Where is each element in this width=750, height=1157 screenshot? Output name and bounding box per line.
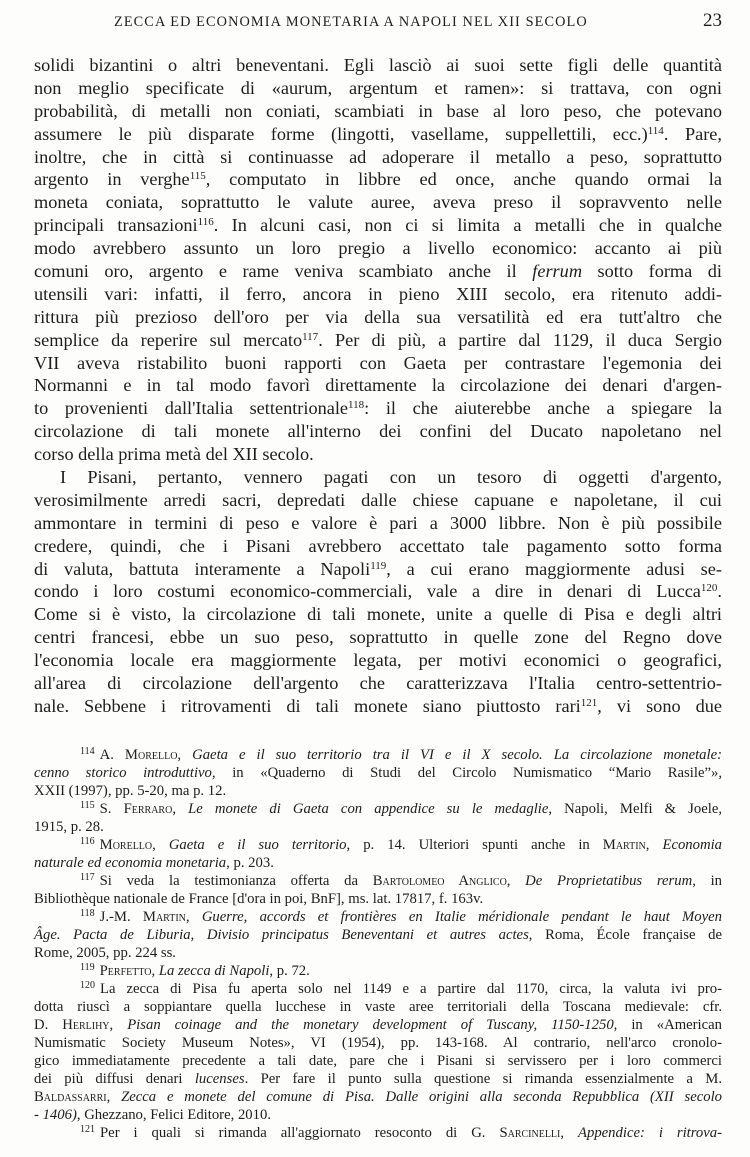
text-line: utensili vari: infatti, il ferro, ancora in pieno XIII secolo, era ritenuto addi-: [34, 283, 722, 304]
text-line: l'economia locale era maggiormente legata, per motivi economici o geografici,: [34, 650, 722, 671]
text-line: comuni oro, argento e rame veniva scambiato anche il ferrum sotto forma di: [34, 261, 723, 282]
text-line: semplice da reperire sul mercato$^{117}$. Per di più, a partire dal 1129, il duca Sergio: [34, 329, 723, 350]
text-line: nale. Sebbene i ritrovamenti di tali monete siano piuttosto rari$^{121}$, vi sono due: [34, 695, 722, 716]
footnote-114: $^{114}$ A. Morello, Gaeta e il suo territorio tra il VI e il X secolo. La circolazione monetale:: [80, 746, 723, 763]
text-line: principali transazioni$^{116}$. In alcuni casi, non ci si limita a metalli che in qualche: [34, 215, 722, 236]
footnote-ref[interactable]: 121: [580, 696, 598, 709]
footnote-line: Bibliothèque nationale de France [d'ora in poi, BnF], ms. lat. 17817, f. 163v.: [34, 891, 484, 907]
text-line: credere, quindi, che i Pisani avrebbero accettato tale pagamento sotto forma: [34, 535, 722, 556]
footnote-118: $^{118}$ J.-M. Martin, Guerre, accords et frontières en Italie méridionale pendant le haut Moyen: [80, 908, 723, 925]
text-line: Come si è visto, la circolazione di tali monete, unite a quelle di Pisa e degli altri: [34, 604, 722, 625]
page-number: 23: [703, 10, 722, 31]
text-line: rittura più prezioso dell'oro per via della sua versatilità ed era tutt'altro che: [34, 306, 722, 327]
footnote-115: $^{115}$ S. Ferraro, Le monete di Gaeta con appendice su le medaglie, Napoli, Melfi & Joele,: [80, 800, 723, 817]
text-line: modo avrebbero assunto un loro pregio a livello economico: accanto ai più: [34, 238, 722, 259]
footnote-line: XXII (1997), pp. 5-20, ma p. 12.: [34, 783, 227, 799]
text-line: argento in verghe$^{115}$, computato in libbre ed once, anche quando ormai la: [34, 169, 723, 190]
text-line: corso della prima metà del XII secolo.: [34, 444, 314, 465]
text-line: to provenienti dall'Italia settentrionale$^{118}$: il che aiuterebbe anche a spiegare la: [34, 398, 722, 419]
text-line: condo i loro costumi economico-commerciali, vale a dire in denari di Lucca$^{120}$.: [34, 581, 722, 602]
footnote-line: gico immediatamente precedente a tali date, pare che i Pisani si servissero per i loro commerci: [34, 1053, 722, 1069]
footnote-line: D. Herlihy, Pisan coinage and the monetary development of Tuscany, 1150-1250, in «American: [34, 1017, 722, 1033]
footnote-ref[interactable]: 115: [189, 170, 206, 183]
text-line: ammontare in termini di peso e valore è pari a 3000 libbre. Non è più possibile: [34, 512, 722, 533]
text-line: centri francesi, ebbe un suo peso, soprattutto in quelle zone del Regno dove: [34, 627, 722, 648]
footnote-ref[interactable]: 114: [647, 124, 664, 137]
footnote-119: $^{119}$ Perfetto, La zecca di Napoli, p. 72.: [80, 962, 310, 979]
footnote-116: $^{116}$ Morello, Gaeta e il suo territorio, p. 14. Ulteriori spunti anche in Martin, Economia: [80, 836, 723, 853]
text-line: non meglio specificate di «aurum, argentum et ramen»: si trattava, con ogni: [34, 77, 722, 98]
footnote-line: Rome, 2005, pp. 224 ss.: [34, 945, 176, 961]
text-line: circolazione di tali monete all'interno dei confini del Ducato napoletano nel: [34, 421, 722, 442]
text-line: I Pisani, pertanto, vennero pagati con un tesoro di oggetti d'argento,: [60, 467, 722, 488]
footnote-line: naturale ed economia monetaria, p. 203.: [34, 855, 274, 871]
text-line: solidi bizantini o altri beneventani. Egli lasciò ai suoi sette figli delle quantità: [34, 55, 722, 75]
text-line: VII aveva ristabilito buoni rapporti con Gaeta per contrastare l'egemonia dei: [34, 352, 722, 373]
running-header: [34, 10, 722, 38]
text-line: di valuta, battuta interamente a Napoli$^{119}$, a cui erano maggiormente adusi se-: [34, 558, 722, 579]
footnote-line: cenno storico introduttivo, in «Quaderno di Studi del Circolo Numismatico “Mario Rasile”»,: [34, 765, 722, 781]
text-line: moneta coniata, soprattutto le valute auree, aveva preso il sopravvento nelle: [34, 192, 722, 213]
footnote-line: Numismatic Society Museum Notes», VI (1954), pp. 143-168. Al contrario, nell'arco cronolo-: [34, 1035, 722, 1051]
text-line: probabilità, di metalli non coniati, scambiati in base al loro peso, che potevano: [34, 100, 722, 121]
footnotes: [34, 746, 722, 1142]
text-line: inoltre, che in città si continuasse ad adoperare il metallo a peso, soprattutto: [34, 146, 722, 167]
main-text: [34, 54, 722, 718]
text-line: assumere le più disparate forme (lingotti, vasellame, suppellettili, ecc.)$^{114}$. Pare,: [34, 123, 722, 144]
footnote-line: 1915, p. 28.: [34, 819, 104, 835]
footnote-121: $^{121}$ Per i quali si rimanda all'aggiornato resoconto di G. Sarcinelli, Appendice: i ritrova-: [80, 1124, 722, 1141]
running-title: ZECCA ED ECONOMIA MONETARIA A NAPOLI NEL XII SECOLO: [114, 14, 588, 30]
text-line: Normanni e in tal modo favorì direttamente la circolazione dei denari d'argen-: [34, 375, 722, 396]
footnote-ref[interactable]: 118: [348, 399, 365, 412]
footnote-line: Baldassarri, Zecca e monete del comune di Pisa. Dalle origini alla seconda Repubblica (XII secolo: [34, 1089, 723, 1105]
footnote-line: dotta riuscì a soppiantare quella lucchese in vaste aree territoriali della Toscana medievale: cfr.: [34, 999, 722, 1015]
text-line: all'area di circolazione dell'argento che caratterizzava l'Italia centro-settentrio-: [34, 673, 722, 694]
footnote-line: - 1406), Ghezzano, Felici Editore, 2010.: [34, 1107, 271, 1123]
footnote-line: Âge. Pacta de Liburia, Divisio principatus Beneventani et autres actes, Roma, École française de: [34, 927, 722, 943]
footnote-ref[interactable]: 120: [700, 582, 718, 595]
footnote-ref[interactable]: 119: [370, 559, 387, 572]
footnote-ref[interactable]: 116: [197, 216, 214, 229]
footnote-line: dei più diffusi denari lucenses. Per fare il punto sulla questione si rimanda essenzialmente a M.: [34, 1071, 722, 1087]
text-line: verosimilmente arredi sacri, depredati dalle chiese capuane e napoletane, il cui: [34, 489, 722, 510]
footnote-117: $^{117}$ Si veda la testimonianza offerta da Bartolomeo Anglico, De Proprietatibus rerum, in: [80, 872, 722, 889]
footnote-120: $^{120}$ La zecca di Pisa fu aperta solo nel 1149 e a partire dal 1170, circa, la valuta ivi pro-: [80, 980, 722, 997]
book-page: [34, 0, 722, 1157]
footnote-ref[interactable]: 117: [302, 330, 319, 343]
